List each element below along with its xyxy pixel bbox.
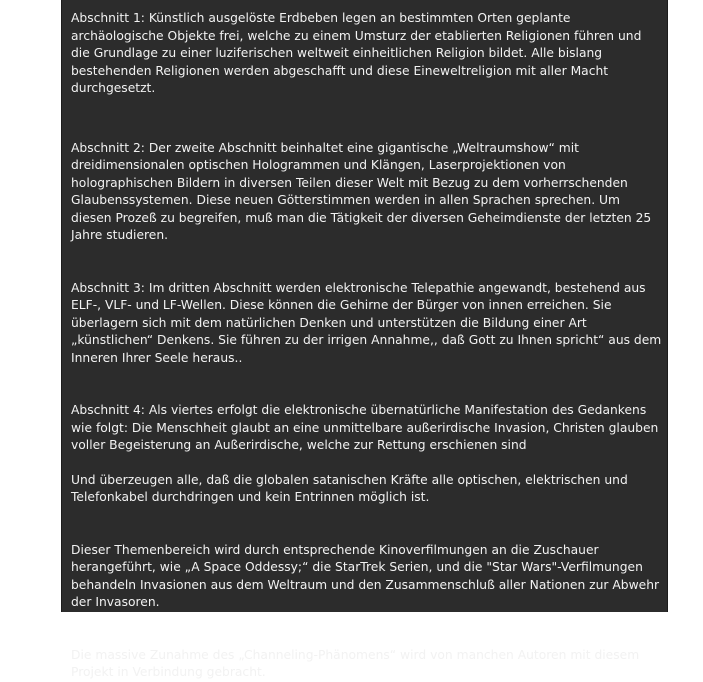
paragraph-abschnitt-2: Abschnitt 2: Der zweite Abschnitt beinhaltet eine gigantische „Weltraumshow“ mit dreidimensionalen optischen Hologrammen und Klängen, Laserprojektionen von holographischen Bildern in diversen Teilen dieser Welt mit Bezug zu dem vorherrschenden Glaubenssystemen. Diese neuen Götterstimmen werden in allen Sprachen sprechen. Um diesen Prozeß zu begreifen, muß man die Tätigkeit der diversen Geheimdienste der letzten 25 Jahre studieren. (71, 140, 652, 242)
paragraph-channeling: Die massive Zunahme des „Channeling-Phänomens“ wird von manchen Autoren mit diesem Projekt in Verbindung gebracht. (71, 647, 640, 679)
paragraph-abschnitt-4: Abschnitt 4: Als viertes erfolgt die elektronische übernatürliche Manifestation des Gedankens wie folgt: Die Menschheit glaubt an eine unmittelbare außerirdische Invasion, Christen glauben voller Begeisterung an Außerirdische, welche zur Rettung erschienen sind (71, 403, 659, 452)
article-text-panel (61, 0, 668, 679)
paragraph-abschnitt-3: Abschnitt 3: Im dritten Abschnitt werden elektronische Telepathie angewandt, bestehend aus ELF-, VLF- und LF-Wellen. Diese können die Gehirne der Bürger von innen erreichen. Sie überlagern sich mit dem natürlichen Denken und unterstützen die Bildung einer Art „künstlichen“ Denkens. Sie führen zu der irrigen Annahme,, daß Gott zu Ihnen spricht“ aus dem Inneren Ihrer Seele heraus.. (71, 280, 662, 365)
paragraph-ueberzeugen: Und überzeugen alle, daß die globalen satanischen Kräfte alle optischen, elektrischen und Telefonkabel durchdringen und kein Entrinnen möglich ist. (71, 472, 628, 504)
paragraph-abschnitt-1: Abschnitt 1: Künstlich ausgelöste Erdbeben legen an bestimmten Orten geplante archäologische Objekte frei, welche zu einem Umsturz der etablierten Religionen führen und die Grundlage zu einer luziferischen weltweit einheitlichen Religion bildet. Alle bislang bestehenden Religionen werden abgeschafft und diese Eineweltreligion mit aller Macht durchgesetzt. (71, 11, 642, 95)
paragraph-themenbereich: Dieser Themenbereich wird durch entsprechende Kinoverfilmungen an die Zuschauer herangeführt, wie „A Space Oddessy;“ die StarTrek Serien, und die "Star Wars"-Verfilmungen behandeln Invasionen aus dem Weltraum und den Zusammenschluß aller Nationen zur Abwehr der Invasoren. (71, 542, 660, 609)
